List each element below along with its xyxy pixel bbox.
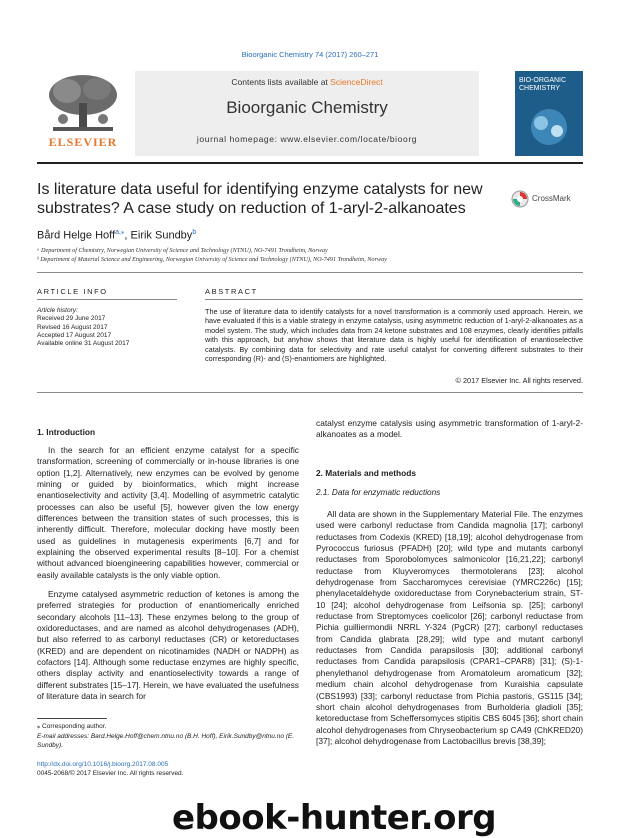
watermark-text: ebook-hunter.org [172, 798, 497, 838]
abstract-bottom-rule [37, 392, 583, 393]
subsection-data-title: 2.1. Data for enzymatic reductions [316, 488, 441, 497]
crossmark-badge[interactable] [511, 190, 585, 208]
affiliation-a: ᵃ Department of Chemistry, Norwegian University of Science and Technology (NTNU), NO-7491 Trondheim, Norway [37, 247, 328, 254]
crossmark-label: CrossMark [532, 194, 571, 203]
intro-paragraph-cont: catalyst enzyme catalysis using asymmetric transformation of 1-aryl-2-alkanoates as a model. [316, 418, 583, 440]
sciencedirect-link[interactable]: ScienceDirect [330, 77, 383, 87]
author-hoff-affil[interactable]: a,⁎ [115, 229, 125, 236]
history-revised: Revised 16 August 2017 [37, 323, 108, 331]
footnote-email[interactable]: E-mail addresses: Bard.Helge.Hoff@chem.ntnu.no (B.H. Hoff), Eirik.Sundby@ntnu.no (E. Sundby). [37, 733, 295, 749]
crossmark-icon [511, 190, 529, 208]
author-sundby-affil[interactable]: b [192, 229, 197, 236]
author-hoff: Bård Helge Hoff [37, 229, 116, 242]
footnote-rule [37, 718, 107, 719]
methods-paragraph: All data are shown in the Supplementary Material File. The enzymes used were carbonyl reductase from Candida magnolia [17]; carbonyl reductases from Codexis (KRED) [18,19]; alcohol dehydrogenase from Pyrococcus furiosus (PFADH) [20]; wild type and mutants carbonyl reductases from Sporobolomyces salmonicolor [16,21,22]; carbonyl reductase from Kluyveromyces thermotolerans [23]; alcohol dehydrogenase from Saccharomyces cerevisiae (YMRC226c) [15]; phenylacetaldehyde oxidoreductase from Corynebacterium strain, ST-10 [24]; alcohol dehydrogenase from Leifsonia sp. [25]; carbonyl reductase from Streptomyces coelicolor [26]; carbonyl reductase from Pichia guilliermondii NRRL Y-324 (PgCR) [27]; carbonyl reductases from Candida glabrata [28,29]; wild type and mutant carbonyl reductases from Candida parapsilosis [30]; additional carbonyl reductases from Candida parapsilosis (CPAR1–CPAR8) [31]; (S)-1-phenylethanol dehydrogenase from Aromatoleum aromaticum [32]; medium chain alcohol dehydrogenase from Kuraishia capsulate (CBS1993) [33]; carbonyl reductase from Pichia pastoris, GS115 [34]; short chain alcohol dehydrogenases from Burholderia gladioli [35]; ketoreductase from Scheffersomyces stipitis CBS 6045 [36]; short chain alcohol dehydrogenases from Chryseobacterium sp CA49 (ChKRED20) [37]; alcohol dehydrogenase from Lactobacillus brevis [38,39]; [316, 509, 583, 746]
author-separator: , [124, 229, 131, 242]
footnote-corresponding: ⁎ Corresponding author. [37, 723, 107, 730]
history-label: Article history: [37, 307, 78, 314]
history-online: Available online 31 August 2017 [37, 340, 130, 348]
article-info-heading: ARTICLE INFO [37, 287, 108, 296]
intro-paragraph-2: Enzyme catalysed asymmetric reduction of ketones is among the preferred strategies for production of enantiomerically enriched secondary alcohols [11–13]. These enzymes belong to the group of oxidoreductases, and are named as alcohol dehydrogenases (ADH), but also referred to as carbonyl reductases (CR) or ketoreductases (KRED) and are dependent on nicotinamides (NADH or NADPH) as cofactors [14]. Although some reductase enzymes are highly specific, others display activity and enantioselectivity towards a range of different substrates [15–17]. Herein, we have evaluated the usefulness of literature data in search for [37, 589, 299, 702]
affiliation-rule [37, 272, 583, 273]
contents-line [135, 77, 479, 87]
article-history [37, 307, 177, 348]
section-introduction-title: 1. Introduction [37, 427, 96, 437]
history-received: Received 29 June 2017 [37, 315, 106, 323]
affiliation-b: ᵇ Department of Material Science and Engineering, Norwegian University of Science and Technology (NTNU), NO-7491 Trondheim, Norway [37, 256, 387, 263]
abstract-rule [205, 299, 583, 300]
intro-paragraph-1: In the search for an efficient enzyme catalyst for a specific transformation, screening of commercially or in-house libraries is one option [1,2]. Alternatively, new enzymes can be evolved by genome mining or guided by bioinformatics, which might increase enantioselectivity and activity [3,4]. Modelling of asymmetric catalytic processes can also be useful [5], however given the low energy differences between the transition states of such processes, this is inherently difficult. Therefore, molecular docking have mostly been used as guidelines in mutagenesis experiments [6,7] and for explaining the observed experimental results [8–10]. For a chemist without advanced bioengineering capabilities however, commercial or easily available catalysts is the only viable option. [37, 445, 299, 580]
journal-banner [135, 71, 479, 156]
doi-link[interactable]: http://dx.doi.org/10.1016/j.bioorg.2017.08.005 [37, 761, 169, 768]
abstract-text: The use of literature data to identify catalysts for a novel transformation is a commonly used approach. Herein, we have evaluated if this is a viable strategy in enzyme catalysis, using asymmetric reduction of 1-aryl-2-alkanoates as a model system. The study, which includes data from 24 ketone substrates and 108 enzymes, clearly identifies pitfalls with this approach, but anyhow shows that literature data is highly useful for identification of enantioselective catalysts. By combining data for selectivity and rate useful catalyst for converting different substrates to their corresponding (R)- and (S)-enantiomers are highlighted. [205, 307, 583, 364]
journal-title: Bioorganic Chemistry [226, 98, 388, 117]
elsevier-wordmark: ELSEVIER [48, 135, 118, 149]
history-accepted: Accepted 17 August 2017 [37, 331, 112, 339]
author-list [37, 228, 196, 242]
section-methods-title: 2. Materials and methods [316, 468, 417, 478]
abstract-copyright: © 2017 Elsevier Inc. All rights reserved. [455, 376, 583, 385]
journal-cover [515, 71, 583, 156]
author-sundby: Eirik Sundby [130, 229, 193, 242]
elsevier-logo [37, 71, 129, 156]
journal-header [37, 71, 583, 156]
cover-title: BIO-ORGANIC CHEMISTRY [519, 77, 567, 92]
issn-line: 0045-2068/© 2017 Elsevier Inc. All rights reserved. [37, 770, 184, 777]
article-title: Is literature data useful for identifying enzyme catalysts for new substrates? A case study on reduction of 1-aryl-2-alkanoates [37, 181, 483, 217]
cover-art-icon [521, 105, 577, 149]
header-rule [37, 162, 583, 164]
journal-homepage[interactable]: journal homepage: www.elsevier.com/locate/bioorg [196, 134, 418, 144]
abstract-heading: ABSTRACT [205, 287, 258, 296]
article-info-rule [37, 299, 177, 300]
contents-prefix: Contents lists available at [231, 77, 331, 87]
elsevier-tree-icon [37, 71, 129, 135]
journal-reference[interactable]: Bioorganic Chemistry 74 (2017) 260–271 [241, 50, 379, 59]
